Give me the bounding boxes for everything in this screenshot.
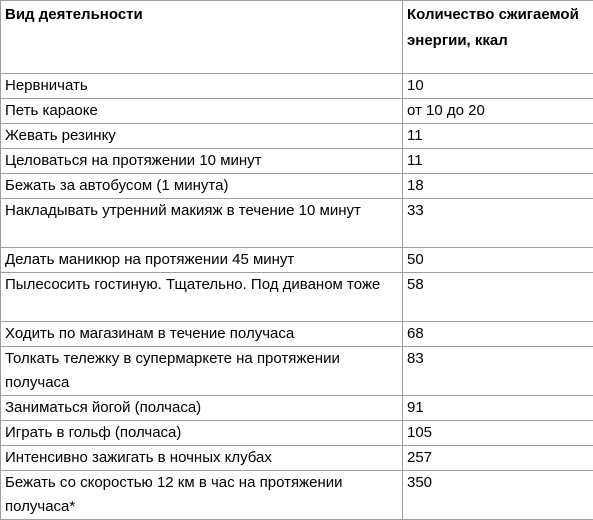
table-row — [1, 174, 593, 199]
table-row — [1, 273, 593, 322]
kcal-cell: 50 — [403, 248, 593, 273]
activity-cell: Бежать за автобусом (1 минута) — [1, 174, 403, 199]
kcal-cell: 91 — [403, 396, 593, 421]
table-row — [1, 149, 593, 174]
activity-cell: Нервничать — [1, 74, 403, 99]
table-header-row — [1, 1, 593, 74]
table-body — [1, 74, 593, 520]
kcal-cell: 68 — [403, 322, 593, 347]
activity-cell: Петь караоке — [1, 99, 403, 124]
activity-cell: Делать маникюр на протяжении 45 минут — [1, 248, 403, 273]
kcal-cell: 83 — [403, 347, 593, 396]
table-row — [1, 74, 593, 99]
kcal-cell: 18 — [403, 174, 593, 199]
kcal-cell: 350 — [403, 471, 593, 520]
kcal-cell: 10 — [403, 74, 593, 99]
activity-cell: Накладывать утренний макияж в течение 10 минут — [1, 199, 403, 248]
activity-cell: Бежать со скоростью 12 км в час на протяжении получаса* — [1, 471, 403, 520]
table-row — [1, 396, 593, 421]
table-row — [1, 248, 593, 273]
header-kcal: Количество сжигаемой энергии, ккал — [403, 1, 593, 74]
kcal-cell: 105 — [403, 421, 593, 446]
table-row — [1, 347, 593, 396]
kcal-cell: 58 — [403, 273, 593, 322]
kcal-cell: 33 — [403, 199, 593, 248]
table-row — [1, 124, 593, 149]
table-row — [1, 421, 593, 446]
activity-cell: Интенсивно зажигать в ночных клубах — [1, 446, 403, 471]
table-row — [1, 322, 593, 347]
activity-cell: Целоваться на протяжении 10 минут — [1, 149, 403, 174]
table-row — [1, 471, 593, 520]
kcal-cell: от 10 до 20 — [403, 99, 593, 124]
header-activity: Вид деятельности — [1, 1, 403, 74]
kcal-cell: 11 — [403, 149, 593, 174]
activity-cell: Толкать тележку в супермаркете на протяжении получаса — [1, 347, 403, 396]
activity-cell: Пылесосить гостиную. Тщательно. Под диваном тоже — [1, 273, 403, 322]
table-row — [1, 446, 593, 471]
table-row — [1, 199, 593, 248]
kcal-cell: 257 — [403, 446, 593, 471]
kcal-cell: 11 — [403, 124, 593, 149]
activity-cell: Жевать резинку — [1, 124, 403, 149]
activity-cell: Ходить по магазинам в течение получаса — [1, 322, 403, 347]
table-row — [1, 99, 593, 124]
activity-cell: Заниматься йогой (полчаса) — [1, 396, 403, 421]
activity-cell: Играть в гольф (полчаса) — [1, 421, 403, 446]
